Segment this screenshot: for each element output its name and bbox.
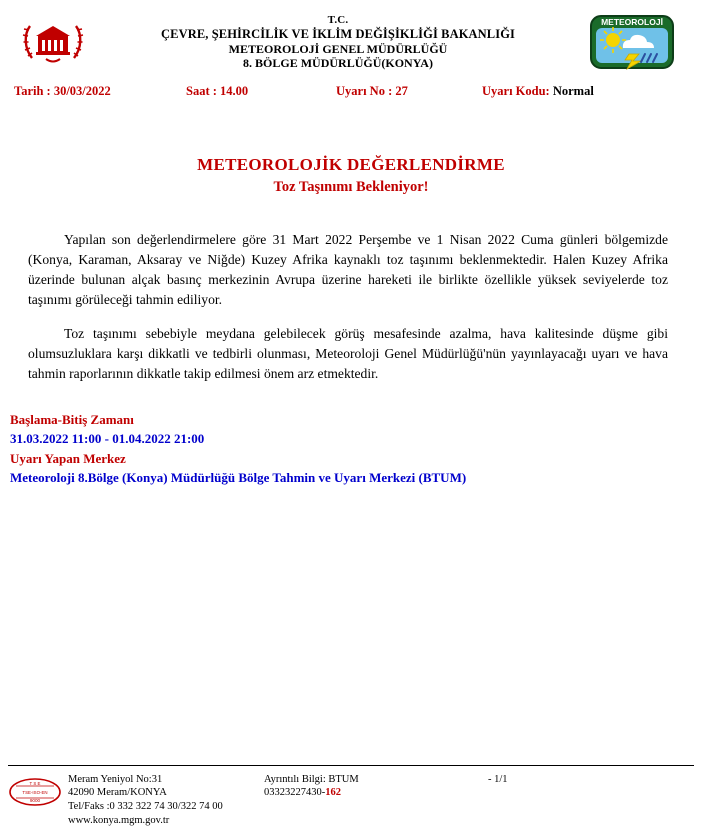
header-line-ministry: ÇEVRE, ŞEHİRCİLİK VE İKLİM DEĞİŞİKLİĞİ BAKANLIĞI — [161, 26, 515, 41]
tse-logo-text-bottom: 9000 — [29, 797, 41, 803]
footer-divider — [8, 765, 694, 766]
svg-text:T S E: T S E — [29, 780, 41, 786]
warning-code-label: Uyarı Kodu: — [482, 84, 550, 98]
page-indicator: - 1/1 — [488, 773, 508, 785]
tse-logo-text-top: TSE-ISO-EN — [22, 789, 48, 795]
tse-logo-container — [8, 771, 68, 807]
tse-iso-certification-logo-icon — [8, 777, 62, 807]
meteoroloji-logo-container — [584, 12, 680, 70]
time-field — [186, 84, 336, 99]
header-line-region: 8. BÖLGE MÜDÜRLÜĞÜ(KONYA) — [243, 55, 433, 70]
document-title-block — [0, 155, 702, 196]
footer-phone: 03323227430- — [264, 787, 326, 799]
date-value: 30/03/2022 — [53, 84, 111, 98]
document-body — [28, 230, 668, 384]
warning-code-field — [482, 84, 686, 99]
footer-info-line-1: Ayrıntılı Bilgi: BTUM — [264, 773, 359, 785]
issuing-center-label: Uyarı Yapan Merkez — [10, 450, 126, 466]
footer-address-line-3: Tel/Faks :0 332 322 74 30/322 74 00 — [68, 801, 223, 813]
warning-number-value: 27 — [395, 84, 408, 98]
footer-info-line-2 — [264, 786, 464, 800]
footer-address-column — [68, 771, 264, 828]
footer-address-line-2: 42090 Meram/KONYA — [68, 787, 167, 799]
warning-code-value: Normal — [552, 84, 594, 98]
notice-block — [10, 410, 674, 488]
date-field — [10, 84, 186, 99]
date-label: Tarih : — [14, 84, 51, 98]
document-footer — [0, 771, 702, 828]
warning-number-label: Uyarı No : — [336, 84, 393, 98]
header-title-block — [92, 12, 584, 70]
footer-page-column — [464, 771, 692, 787]
warning-info-bar — [0, 74, 702, 107]
body-paragraph-2: Toz taşınımı sebebiyle meydana gelebilecek görüş mesafesinde azalma, hava kalitesinde düşme gibi olumsuzluklara karşı dikkatli ve tedbirli olunması, Meteoroloji Genel Müdürlüğü'nün yayınlayacağı uyarı ve hava tahmin raporlarının dikkatle takip edilmesi önem arz etmektedir. — [28, 325, 668, 381]
footer-address-line-1: Meram Yeniyol No:31 — [68, 773, 163, 785]
period-label: Başlama-Bitiş Zamanı — [10, 411, 134, 427]
document-header — [0, 0, 702, 74]
meteoroloji-logo-icon — [589, 14, 675, 70]
time-label: Saat : — [186, 84, 217, 98]
header-line-directorate: METEOROLOJİ GENEL MÜDÜRLÜĞÜ — [228, 41, 448, 56]
time-value: 14.00 — [220, 84, 249, 98]
footer-website[interactable]: www.konya.mgm.gov.tr — [68, 815, 170, 827]
warning-number-field — [336, 84, 482, 99]
page-title: METEOROLOJİK DEĞERLENDİRME — [197, 155, 505, 174]
page-subtitle: Toz Taşınımı Bekleniyor! — [273, 179, 429, 195]
footer-phone-extension: 162 — [325, 787, 341, 799]
period-value: 31.03.2022 11:00 - 01.04.2022 21:00 — [10, 431, 205, 447]
body-paragraph-1: Yapılan son değerlendirmelere göre 31 Mart 2022 Perşembe ve 1 Nisan 2022 Cuma günleri bölgemizde (Konya, Karaman, Aksaray ve Niğde) Kuzey Afrika kaynaklı toz taşınımı beklenmektedir. Halen Kuzey Afrika üzerinde bulunan alçak basınç merkezinin Avrupa üzerine hareketi ile birlikte özellikle yüksek seviyelerde toz taşınımı görüleceği tahmin ediliyor. — [28, 232, 668, 307]
footer-contact-column — [264, 771, 464, 801]
turkish-state-emblem-icon — [22, 18, 84, 64]
meteoroloji-logo-text: METEOROLOJİ — [601, 17, 663, 27]
state-emblem-container — [14, 12, 92, 64]
header-line-tc: T.C. — [327, 14, 349, 26]
issuing-center-value: Meteoroloji 8.Bölge (Konya) Müdürlüğü Bölge Tahmin ve Uyarı Merkezi (BTUM) — [10, 470, 467, 486]
